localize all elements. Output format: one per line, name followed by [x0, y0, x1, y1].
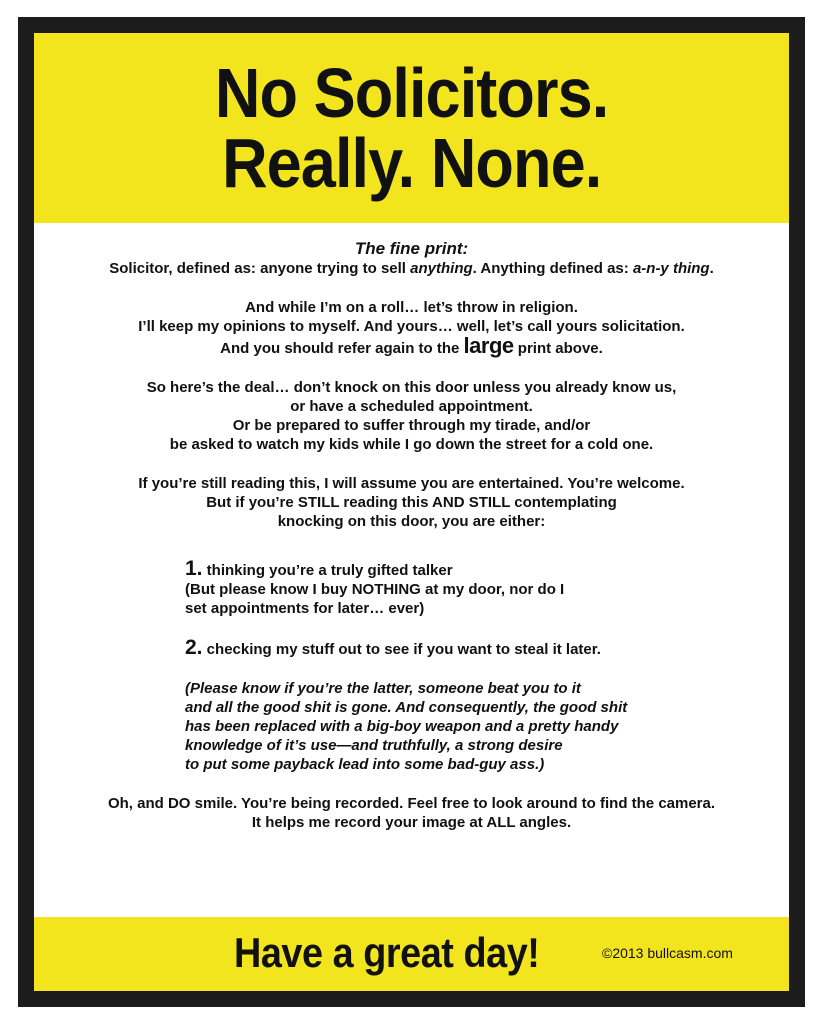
paragraph-line: knocking on this door, you are either:	[277, 513, 546, 530]
list-item-2	[185, 638, 789, 659]
paragraph-line: It helps me record your image at ALL angles.	[251, 814, 572, 831]
paragraph-line: So here’s the deal… don’t knock on this door unless you already know us,	[146, 379, 677, 396]
header-band	[34, 33, 789, 223]
solicitor-definition	[34, 259, 789, 278]
paragraph-line: Oh, and DO smile. You’re being recorded. Feel free to look around to find the camera.	[107, 795, 716, 812]
fine-print-title: The fine print:	[354, 239, 469, 258]
definition-emphasis: anything	[410, 260, 473, 277]
note-line: has been replaced with a big-boy weapon and a pretty handy	[185, 718, 619, 735]
paragraph-line: I’ll keep my opinions to myself. And yours… well, let’s call yours solicitation.	[138, 318, 685, 335]
paragraph-line: But if you’re STILL reading this AND STILL contemplating	[206, 494, 617, 511]
list-item-line	[185, 638, 789, 659]
list-item-line: set appointments for later… ever)	[185, 600, 425, 617]
reading-paragraph	[34, 474, 789, 531]
fine-print-section	[34, 239, 789, 278]
note-line: and all the good shit is gone. And consequently, the good shit	[185, 699, 628, 716]
sign-frame	[18, 17, 805, 1007]
list-number: 1.	[185, 557, 203, 580]
note-line: to put some payback lead into some bad-guy ass.)	[185, 756, 545, 773]
list-item-1	[185, 559, 789, 618]
headline-line-2: Really. None.	[221, 124, 602, 202]
inline-text: print above.	[513, 340, 603, 357]
paragraph-line	[34, 333, 789, 358]
paragraph-line: If you’re still reading this, I will assume you are entertained. You’re welcome.	[138, 475, 685, 492]
list-text: checking my stuff out to see if you want to steal it later.	[202, 641, 601, 658]
religion-paragraph	[34, 298, 789, 358]
inline-text: And you should refer again to the	[220, 340, 464, 357]
options-list	[185, 559, 789, 774]
list-item-line	[185, 559, 789, 580]
sign-body	[34, 239, 789, 832]
footer-band	[34, 917, 789, 991]
latter-note	[185, 679, 789, 774]
note-line: (Please know if you’re the latter, someone beat you to it	[185, 680, 581, 697]
footer-greeting: Have a great day!	[234, 929, 540, 976]
headline-line-1: No Solicitors.	[214, 54, 609, 132]
note-line: knowledge of it’s use—and truthfully, a strong desire	[185, 737, 563, 754]
definition-text: Solicitor, defined as: anyone trying to sell	[109, 260, 411, 277]
large-word: large	[463, 333, 514, 358]
paragraph-line: be asked to watch my kids while I go down the street for a cold one.	[169, 436, 654, 453]
definition-text: .	[709, 260, 714, 277]
copyright-credit: ©2013 bullcasm.com	[602, 945, 733, 961]
paragraph-line: Or be prepared to suffer through my tirade, and/or	[232, 417, 591, 434]
list-number: 2.	[185, 636, 203, 659]
definition-text: . Anything defined as:	[472, 260, 633, 277]
definition-emphasis: a-n-y thing	[632, 260, 710, 277]
deal-paragraph	[34, 378, 789, 454]
smile-paragraph	[34, 794, 789, 832]
paragraph-line: And while I’m on a roll… let’s throw in religion.	[245, 299, 578, 316]
list-item-line: (But please know I buy NOTHING at my door, nor do I	[185, 581, 565, 598]
paragraph-line: or have a scheduled appointment.	[290, 398, 533, 415]
list-text: thinking you’re a truly gifted talker	[202, 562, 453, 579]
